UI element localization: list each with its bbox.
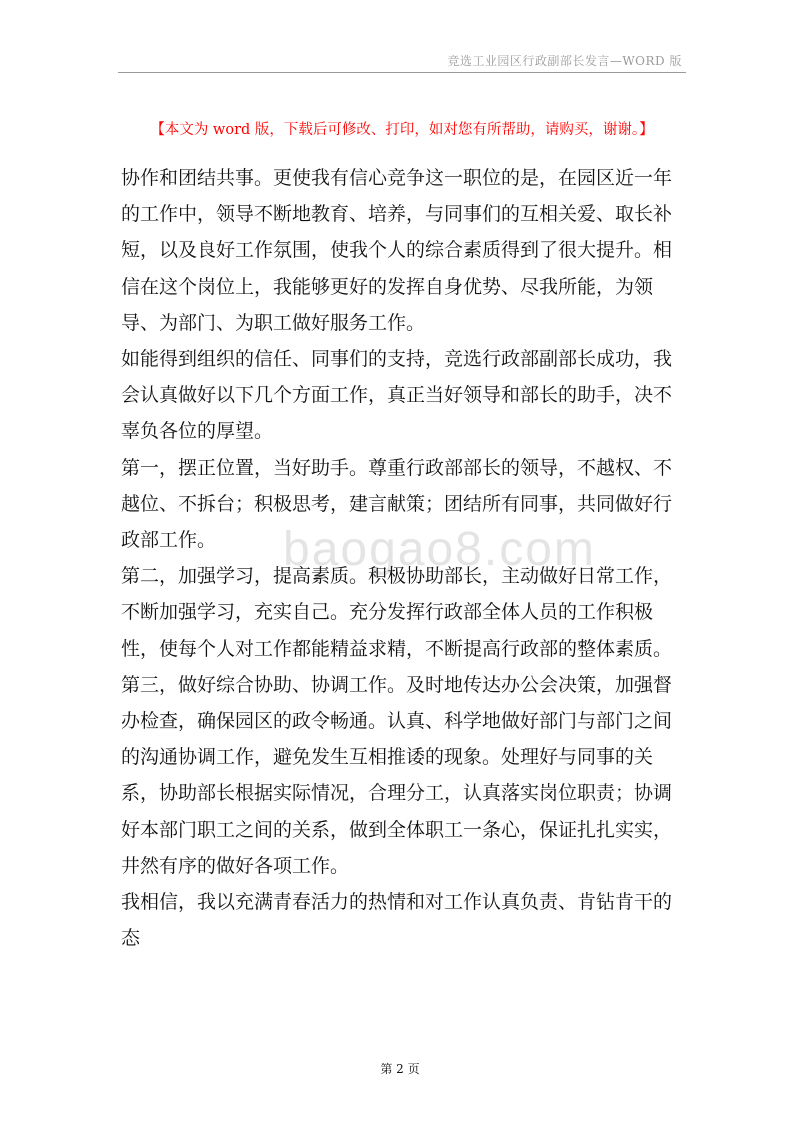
download-notice: 【本文为 word 版，下载后可修改、打印，如对您有所帮助，请购买，谢谢。】 (150, 122, 654, 138)
paragraph: 第三，做好综合协助、协调工作。及时地传达办公会决策，加强督办检查，确保园区的政令畅通。认真、科学地做好部门与部门之间的沟通协调工作，避免发生互相推诿的现象。处理好与同事的关系，协助部长根据实际情况，合理分工，认真落实岗位职责；协调好本部门职工之间的关系，做到全体职工一条心，保证扎扎实实，井然有序的做好各项工作。 (121, 673, 673, 877)
body-text (121, 160, 689, 956)
page-number: 第 2 页 (380, 1062, 420, 1076)
paragraph: 协作和团结共事。更使我有信心竞争这一职位的是，在园区近一年的工作中，领导不断地教育、培养，与同事们的互相关爱、取长补短，以及良好工作氛围，使我个人的综合素质得到了很大提升。相信在这个岗位上，我能够更好的发挥自身优势、尽我所能，为领导、为部门、为职工做好服务工作。 (121, 167, 673, 334)
watermark: baogao8.com (283, 523, 596, 576)
paragraph: 第一，摆正位置，当好助手。尊重行政部部长的领导，不越权、不越位、不拆台；积极思考，建言献策；团结所有同事，共同做好行政部工作。 (121, 456, 673, 552)
paragraph: 我相信，我以充满青春活力的热情和对工作认真负责、肯钻肯干的态 (121, 891, 673, 950)
running-header: 竞选工业园区行政副部长发言—WORD 版 (447, 54, 682, 68)
header-rule (118, 72, 686, 73)
paragraph: 如能得到组织的信任、同事们的支持，竞选行政部副部长成功，我会认真做好以下几个方面工作，真正当好领导和部长的助手，决不辜负各位的厚望。 (121, 348, 673, 443)
paragraph: 第二，加强学习，提高素质。积极协助部长，主动做好日常工作，不断加强学习，充实自己。充分发挥行政部全体人员的工作积极性，使每个人对工作都能精益求精，不断提高行政部的整体素质。 (121, 565, 673, 660)
